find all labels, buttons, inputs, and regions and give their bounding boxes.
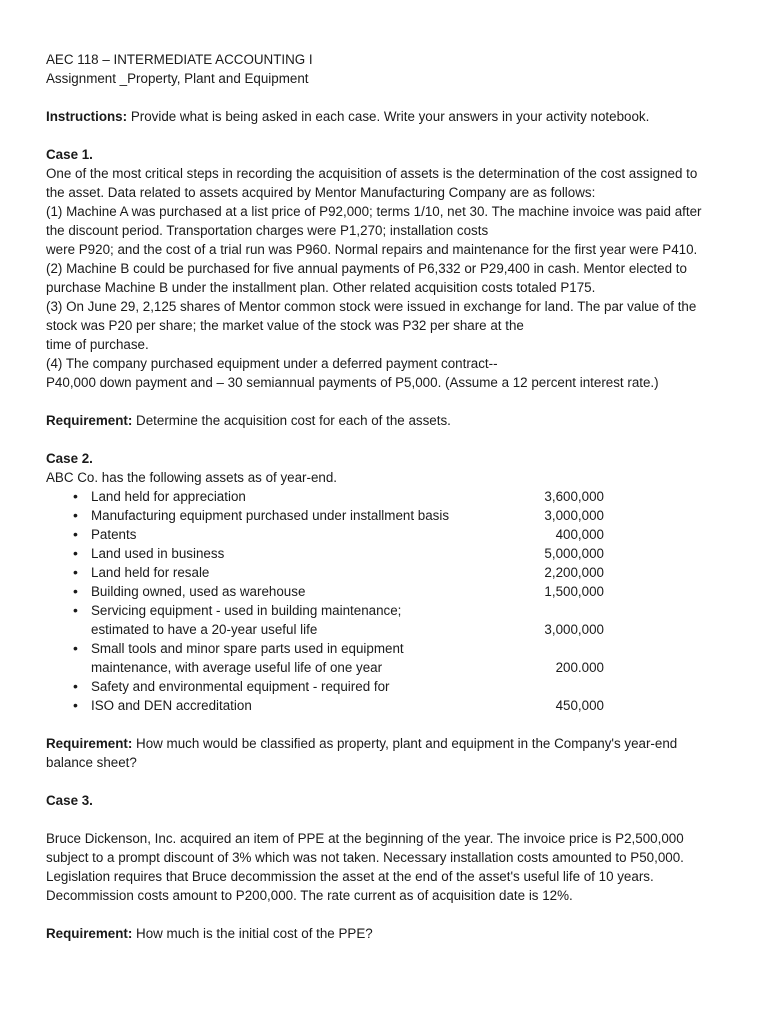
asset-amount: 5,000,000 bbox=[544, 546, 604, 561]
asset-label: • Building owned, used as warehouse bbox=[91, 584, 306, 599]
requirement-text: How much is the initial cost of the PPE? bbox=[132, 926, 373, 941]
instructions-text: Provide what is being asked in each case. Write your answers in your activity notebook. bbox=[127, 109, 650, 124]
case1-title: Case 1. bbox=[46, 147, 93, 162]
asset-amount: 400,000 bbox=[555, 527, 604, 542]
asset-list bbox=[46, 487, 604, 715]
course-title: AEC 118 – INTERMEDIATE ACCOUNTING I bbox=[46, 52, 313, 67]
instructions-label: Instructions: bbox=[46, 109, 128, 124]
list-item bbox=[46, 506, 604, 525]
case1-line: (3) On June 29, 2,125 shares of Mentor common stock were issued in exchange for land. The par value of the bbox=[46, 299, 697, 314]
case1-line: time of purchase. bbox=[46, 337, 149, 352]
asset-amount: 3,600,000 bbox=[544, 489, 604, 504]
asset-amount: 1,500,000 bbox=[544, 584, 604, 599]
case3-line: subject to a prompt discount of 3% which was not taken. Necessary installation costs amounted to P50,000. bbox=[46, 850, 684, 865]
asset-label: • Land held for resale bbox=[91, 565, 210, 580]
asset-amount: 3,000,000 bbox=[544, 508, 604, 523]
asset-label: • Land held for appreciation bbox=[91, 489, 246, 504]
asset-amount: 2,200,000 bbox=[544, 565, 604, 580]
list-item bbox=[46, 582, 604, 601]
asset-amount: 3,000,000 bbox=[544, 622, 604, 637]
case3-line: Bruce Dickenson, Inc. acquired an item of PPE at the beginning of the year. The invoice price is P2,500,000 bbox=[46, 831, 684, 846]
list-item bbox=[46, 677, 604, 696]
case1-line: purchase Machine B under the installment plan. Other related acquisition costs totaled P175. bbox=[46, 280, 596, 295]
asset-amount: 200.000 bbox=[555, 660, 604, 675]
asset-label: • ISO and DEN accreditation bbox=[91, 698, 252, 713]
case1-line: the asset. Data related to assets acquired by Mentor Manufacturing Company are as follows: bbox=[46, 185, 596, 200]
case1-line: (2) Machine B could be purchased for five annual payments of P6,332 or P29,400 in cash. Mentor elected to bbox=[46, 261, 687, 276]
asset-label-cont: maintenance, with average useful life of one year bbox=[91, 660, 383, 675]
asset-amount: 450,000 bbox=[555, 698, 604, 713]
case1-line: (1) Machine A was purchased at a list price of P92,000; terms 1/10, net 30. The machine invoice was paid after bbox=[46, 204, 702, 219]
case3-requirement bbox=[46, 924, 726, 943]
case1-line: (4) The company purchased equipment under a deferred payment contract-- bbox=[46, 356, 498, 371]
case1-requirement bbox=[46, 411, 726, 430]
asset-label: • Land used in business bbox=[91, 546, 225, 561]
requirement-text: How much would be classified as property, plant and equipment in the Company's year-end bbox=[132, 736, 678, 751]
case2-requirement bbox=[46, 734, 726, 753]
list-item bbox=[46, 696, 604, 715]
case1-line: were P920; and the cost of a trial run was P960. Normal repairs and maintenance for the first year were P410. bbox=[46, 242, 698, 257]
requirement-text: Determine the acquisition cost for each of the assets. bbox=[132, 413, 451, 428]
case1-line: P40,000 down payment and – 30 semiannual payments of P5,000. (Assume a 12 percent interest rate.) bbox=[46, 375, 659, 390]
list-item bbox=[46, 639, 604, 677]
case3-line: Legislation requires that Bruce decommission the asset at the end of the asset's useful life of 10 years. bbox=[46, 869, 654, 884]
list-item bbox=[46, 601, 604, 639]
asset-label-cont: estimated to have a 20-year useful life bbox=[91, 622, 318, 637]
requirement-label: Requirement: bbox=[46, 926, 133, 941]
asset-label: • Safety and environmental equipment - required for bbox=[91, 679, 390, 694]
asset-label: • Small tools and minor spare parts used in equipment bbox=[91, 641, 404, 656]
requirement-label: Requirement: bbox=[46, 413, 133, 428]
list-item bbox=[46, 563, 604, 582]
case2-title: Case 2. bbox=[46, 451, 93, 466]
list-item bbox=[46, 487, 604, 506]
case1-line: One of the most critical steps in recording the acquisition of assets is the determination of the cost assigned to bbox=[46, 166, 698, 181]
case3-title: Case 3. bbox=[46, 793, 93, 808]
asset-label: • Patents bbox=[91, 527, 137, 542]
list-item bbox=[46, 544, 604, 563]
asset-label: • Servicing equipment - used in building maintenance; bbox=[91, 603, 402, 618]
document-page bbox=[46, 50, 726, 943]
case2-intro: ABC Co. has the following assets as of year-end. bbox=[46, 470, 338, 485]
requirement-label: Requirement: bbox=[46, 736, 133, 751]
instructions bbox=[46, 107, 726, 126]
case3-line: Decommission costs amount to P200,000. The rate current as of acquisition date is 12%. bbox=[46, 888, 573, 903]
case1-line: stock was P20 per share; the market value of the stock was P32 per share at the bbox=[46, 318, 524, 333]
list-item bbox=[46, 525, 604, 544]
case2-requirement-cont: balance sheet? bbox=[46, 755, 137, 770]
asset-label: • Manufacturing equipment purchased under installment basis bbox=[91, 508, 450, 523]
assignment-title: Assignment _Property, Plant and Equipment bbox=[46, 71, 309, 86]
case1-line: the discount period. Transportation charges were P1,270; installation costs bbox=[46, 223, 489, 238]
